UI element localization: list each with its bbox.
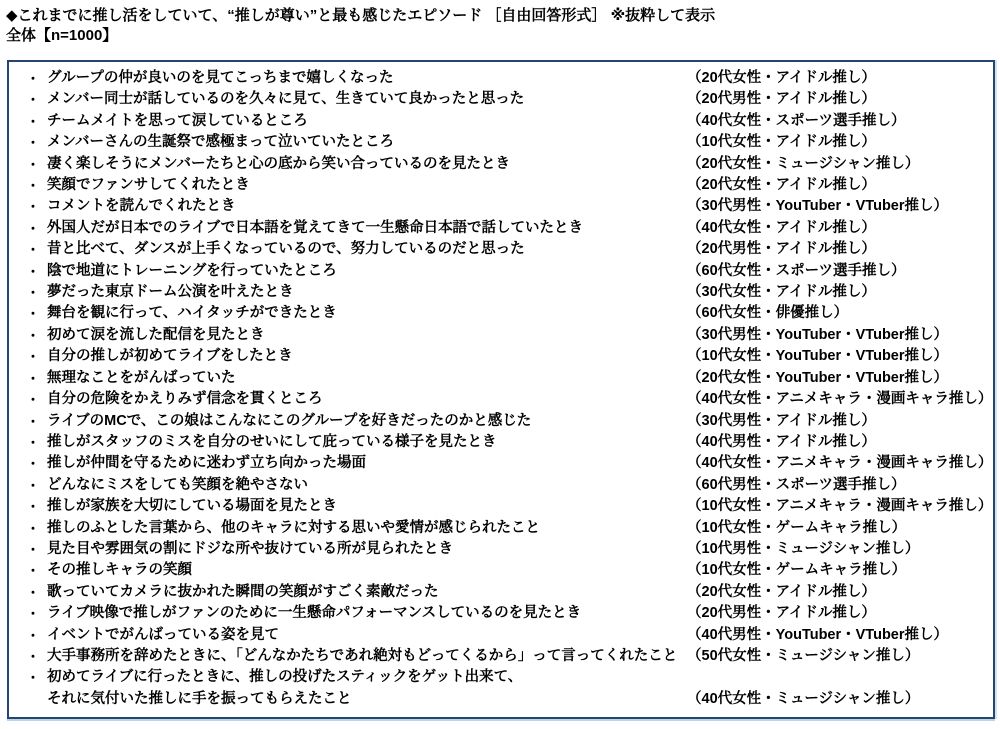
bullet-icon: ・ (26, 520, 40, 536)
episode-text: 大手事務所を辞めたときに、「どんなかたちであれ絶対もどってくるから」って言ってくれたこと (47, 647, 678, 664)
episode-row-left (19, 603, 687, 624)
episode-text-lines (47, 496, 337, 517)
episode-respondent: （60代女性・スポーツ選手推し） (687, 262, 906, 279)
episode-respondent: （40代女性・アニメキャラ・漫画キャラ推し） (687, 391, 993, 408)
episode-row-left (19, 389, 687, 410)
episode-text: 笑顔でファンサしてくれたとき (47, 177, 250, 194)
bullet-icon: ・ (26, 349, 40, 365)
episode-row (19, 646, 987, 667)
episode-row-left (19, 111, 687, 132)
episode-text: 推しがスタッフのミスを自分のせいにして庇っている様子を見たとき (47, 433, 497, 450)
episode-box (7, 60, 995, 719)
episode-respondent: （30代男性・YouTuber・VTuber推し） (687, 326, 949, 343)
episode-text: 外国人だが日本でのライブで日本語を覚えてきて一生懸命日本語で話していたとき (47, 219, 584, 236)
episode-respondent: （10代男性・ミュージシャン推し） (687, 540, 920, 557)
episode-row (19, 475, 987, 496)
episode-text: 舞台を観に行って、ハイタッチができたとき (47, 305, 337, 322)
page-header (0, 0, 1000, 46)
episode-row-left (19, 89, 687, 110)
bullet-icon: ・ (26, 392, 40, 408)
episode-text-lines (47, 111, 308, 132)
episode-row-left (19, 68, 687, 89)
episode-respondent: （40代女性・ミュージシャン推し） (687, 690, 920, 707)
episode-row (19, 368, 987, 389)
bullet-icon: ・ (26, 606, 40, 622)
episode-row (19, 582, 987, 603)
episode-text: 初めてライブに行ったときに、推しの投げたスティックをゲット出来て、 (47, 669, 523, 686)
bullet-icon: ・ (26, 413, 40, 429)
episode-row-left (19, 196, 687, 217)
episode-row-left (19, 218, 687, 239)
episode-respondent: （30代男性・YouTuber・VTuber推し） (687, 198, 949, 215)
episode-respondent: （20代男性・アイドル推し） (687, 241, 876, 258)
episode-text-lines (47, 303, 337, 324)
episode-row-left (19, 325, 687, 346)
episode-row-left (19, 175, 687, 196)
episode-row (19, 132, 987, 153)
episode-text-lines (47, 539, 453, 560)
episode-row-left (19, 667, 687, 710)
page-title: ◆これまでに推し活をしていて、“推しが尊い”と最も感じたエピソード ［自由回答形式］ ※抜粋して表示 (6, 7, 716, 24)
bullet-icon: ・ (26, 306, 40, 322)
episode-row (19, 111, 987, 132)
episode-text: メンバーさんの生誕祭で感極まって泣いていたところ (47, 134, 394, 151)
episode-text: チームメイトを思って涙しているところ (47, 112, 308, 129)
episode-row-left (19, 475, 687, 496)
episode-text-lines (47, 411, 531, 432)
episode-text: コメントを読んでくれたとき (47, 198, 236, 215)
episode-respondent: （30代女性・アイドル推し） (687, 284, 876, 301)
bullet-icon: ・ (26, 563, 40, 579)
episode-row (19, 560, 987, 581)
episode-row (19, 325, 987, 346)
bullet-icon: ・ (26, 156, 40, 172)
sample-size-label: 全体【n=1000】 (6, 27, 118, 44)
episode-row-left (19, 346, 687, 367)
episode-respondent: （60代男性・スポーツ選手推し） (687, 476, 906, 493)
episode-text: 自分の危険をかえりみず信念を貫くところ (47, 391, 323, 408)
episode-text-lines (47, 667, 522, 710)
bullet-icon: ・ (26, 456, 40, 472)
episode-row (19, 432, 987, 453)
episode-text: 推しが家族を大切にしている場面を見たとき (47, 498, 337, 515)
bullet-icon: ・ (26, 113, 40, 129)
episode-text-lines (47, 625, 279, 646)
episode-text-lines (47, 518, 540, 539)
episode-row (19, 496, 993, 517)
episode-respondent: （40代男性・アイドル推し） (687, 433, 876, 450)
episode-text: グループの仲が良いのを見てこっちまで嬉しくなった (47, 70, 394, 86)
episode-respondent: （20代女性・アイドル推し） (687, 177, 876, 194)
episode-row (19, 261, 987, 282)
episode-row-left (19, 432, 687, 453)
episode-row (19, 518, 987, 539)
episode-respondent: （40代男性・YouTuber・VTuber推し） (687, 626, 949, 643)
episode-row (19, 539, 987, 560)
episode-row (19, 303, 987, 324)
bullet-icon: ・ (26, 242, 40, 258)
episode-text-lines (47, 582, 439, 603)
episode-respondent: （10代女性・YouTuber・VTuber推し） (687, 348, 949, 365)
episode-respondent: （20代女性・アイドル推し） (687, 583, 876, 600)
episode-text-lines (47, 68, 394, 89)
bullet-icon: ・ (26, 178, 40, 194)
episode-text: 陰で地道にトレーニングを行っていたところ (47, 262, 337, 279)
episode-text: 推しが仲間を守るために迷わず立ち向かった場面 (47, 455, 366, 472)
episode-row-left (19, 411, 687, 432)
episode-respondent: （40代女性・スポーツ選手推し） (687, 112, 906, 129)
episode-text-lines (47, 154, 510, 175)
episode-text: 歌っていてカメラに抜かれた瞬間の笑顔がすごく素敵だった (47, 583, 439, 600)
episode-text: その推しキャラの笑顔 (47, 562, 192, 579)
episode-respondent: （40代女性・アイドル推し） (687, 219, 876, 236)
bullet-icon: ・ (26, 220, 40, 236)
episode-row (19, 389, 993, 410)
episode-respondent: （20代男性・アイドル推し） (687, 91, 876, 108)
episode-row (19, 411, 987, 432)
episode-respondent: （20代女性・YouTuber・VTuber推し） (687, 369, 949, 386)
episode-text-lines (47, 175, 250, 196)
episode-text-lines (47, 239, 525, 260)
episode-row-left (19, 646, 687, 667)
bullet-icon: ・ (26, 199, 40, 215)
episode-text: 無理なことをがんばっていた (47, 369, 236, 386)
episode-row (19, 346, 987, 367)
episode-text: 初めて涙を流した配信を見たとき (47, 326, 265, 343)
episode-respondent: （50代女性・ミュージシャン推し） (687, 647, 920, 664)
episode-respondent: （40代女性・アニメキャラ・漫画キャラ推し） (687, 455, 993, 472)
episode-text-lines (47, 132, 394, 153)
episode-text-lines (47, 261, 337, 282)
episode-text-lines (47, 196, 236, 217)
episode-row (19, 239, 987, 260)
episode-row (19, 453, 993, 474)
episode-row-left (19, 282, 687, 303)
episode-row (19, 196, 987, 217)
episode-text-lines (47, 646, 677, 667)
episode-row-left (19, 154, 687, 175)
episode-row-left (19, 368, 687, 389)
episode-row-left (19, 539, 687, 560)
episode-respondent: （60代女性・俳優推し） (687, 305, 849, 322)
episode-row-left (19, 625, 687, 646)
episode-text-lines (47, 282, 294, 303)
episode-text: 凄く楽しそうにメンバーたちと心の底から笑い合っているのを見たとき (47, 155, 510, 172)
episode-text: どんなにミスをしても笑顔を絶やさない (47, 476, 308, 493)
episode-text: メンバー同士が話しているのを久々に見て、生きていて良かったと思った (47, 91, 525, 108)
episode-text-lines (47, 89, 524, 110)
episode-row (19, 282, 987, 303)
episode-text-line2: それに気付いた推しに手を振ってもらえたこと (47, 690, 352, 707)
episode-text: ライブ映像で推しがファンのために一生懸命パフォーマンスしているのを見たとき (47, 605, 582, 622)
episode-respondent: （10代女性・アニメキャラ・漫画キャラ推し） (687, 498, 993, 515)
episode-respondent: （20代女性・ミュージシャン推し） (687, 155, 920, 172)
episode-row-left (19, 560, 687, 581)
episode-text-lines (47, 560, 192, 581)
episode-row (19, 154, 987, 175)
episode-text: 推しのふとした言葉から、他のキャラに対する思いや愛情が感じられたこと (47, 519, 540, 536)
episode-respondent: （10代女性・ゲームキャラ推し） (687, 562, 907, 579)
episode-list (19, 68, 993, 710)
episode-text: 昔と比べて、ダンスが上手くなっているので、努力しているのだと思った (47, 241, 525, 258)
episode-row (19, 625, 987, 646)
bullet-icon: ・ (26, 263, 40, 279)
episode-text-lines (47, 475, 308, 496)
episode-row-left (19, 582, 687, 603)
bullet-icon: ・ (26, 499, 40, 515)
bullet-icon: ・ (26, 135, 40, 151)
bullet-icon: ・ (26, 92, 40, 108)
bullet-icon: ・ (26, 627, 40, 643)
episode-text-lines (47, 346, 293, 367)
bullet-icon: ・ (26, 434, 40, 450)
episode-text-lines (47, 389, 323, 410)
bullet-icon: ・ (26, 648, 40, 664)
bullet-icon: ・ (26, 285, 40, 301)
episode-row-left (19, 239, 687, 260)
episode-text-lines (47, 603, 581, 624)
episode-row-left (19, 261, 687, 282)
bullet-icon: ・ (26, 584, 40, 600)
episode-row (19, 68, 987, 89)
episode-row-left (19, 132, 687, 153)
episode-row (19, 667, 987, 710)
episode-respondent: （10代女性・ゲームキャラ推し） (687, 519, 907, 536)
episode-respondent: （20代男性・アイドル推し） (687, 605, 876, 622)
episode-text-lines (47, 368, 236, 389)
episode-text: 夢だった東京ドーム公演を叶えたとき (47, 284, 294, 301)
episode-text: イベントでがんばっている姿を見て (47, 626, 279, 643)
episode-row (19, 603, 987, 624)
episode-respondent: （20代女性・アイドル推し） (687, 70, 876, 86)
episode-row-left (19, 518, 687, 539)
episode-row (19, 218, 987, 239)
bullet-icon: ・ (26, 541, 40, 557)
episode-row-left (19, 496, 687, 517)
bullet-icon: ・ (26, 670, 40, 686)
episode-text: 見た目や雰囲気の割にドジな所や抜けている所が見られたとき (47, 540, 453, 557)
episode-text-lines (47, 453, 366, 474)
episode-respondent: （10代女性・アイドル推し） (687, 134, 876, 151)
episode-row-left (19, 303, 687, 324)
episode-respondent: （30代男性・アイドル推し） (687, 412, 876, 429)
episode-text-lines (47, 218, 583, 239)
bullet-icon: ・ (26, 71, 40, 86)
episode-row (19, 89, 987, 110)
episode-text-lines (47, 325, 265, 346)
episode-row-left (19, 453, 687, 474)
episode-row (19, 175, 987, 196)
episode-text: 自分の推しが初めてライブをしたとき (47, 348, 293, 365)
bullet-icon: ・ (26, 370, 40, 386)
episode-text: ライブのMCで、この娘はこんなにこのグループを好きだったのかと感じた (47, 412, 532, 429)
episode-text-lines (47, 432, 497, 453)
bullet-icon: ・ (26, 477, 40, 493)
bullet-icon: ・ (26, 327, 40, 343)
